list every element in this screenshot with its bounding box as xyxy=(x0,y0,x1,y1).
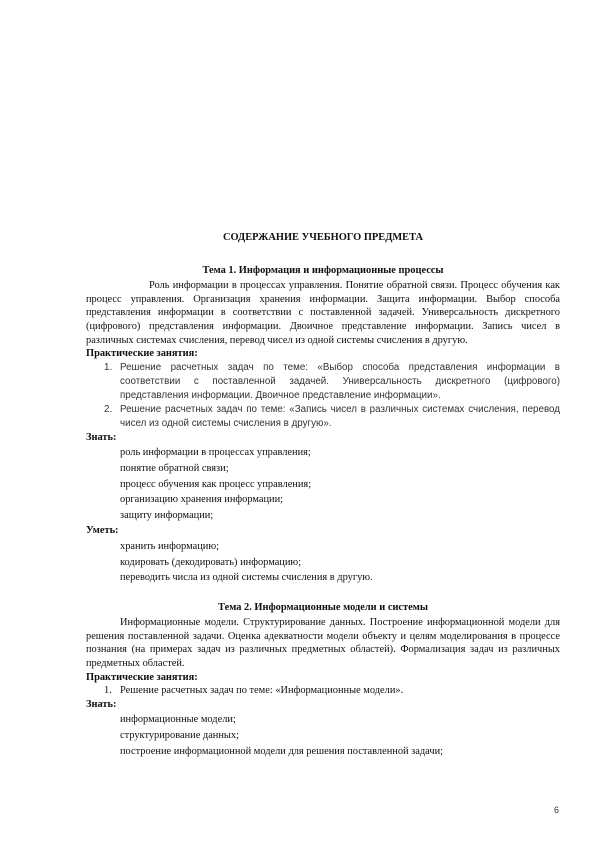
know-item: процесс обучения как процесс управления; xyxy=(120,478,312,490)
topic1-practice-list xyxy=(86,361,560,431)
topic1-text: Роль информации в процессах управления. Понятие обратной связи. Процесс обучения как процесс управления. Организация хранения информации. Защита информации. Выбор способа представления информации в соответствии с поставленной задачей. Универсальность дискретного (цифрового) представления информации. Двоичное представление информации. Запись чисел в различных системах счисления, перевод чисел из одной системы счисления в другую. xyxy=(86,280,560,346)
topic1-heading: Тема 1. Информация и информационные процессы xyxy=(202,264,444,276)
know-item: информационные модели; xyxy=(120,714,236,726)
page-title: СОДЕРЖАНИЕ УЧЕБНОГО ПРЕДМЕТА xyxy=(222,232,423,243)
practice-item xyxy=(86,403,560,431)
know-item: роль информации в процессах управления; xyxy=(120,447,311,459)
practice-item-number: 1. xyxy=(104,361,113,373)
page-number: 6 xyxy=(554,805,560,815)
topic2-know-label: Знать: xyxy=(86,698,117,710)
topic1-practice-label: Практические занятия: xyxy=(86,348,198,360)
page-content xyxy=(86,231,560,760)
practice-item-number: 2. xyxy=(104,403,113,415)
know-item: организацию хранения информации; xyxy=(120,494,284,506)
know-item: структурирование данных; xyxy=(120,730,239,742)
know-item: построение информационной модели для решения поставленной задачи; xyxy=(120,745,444,757)
topic2-text: Информационные модели. Структурирование данных. Построение информационной модели для решения поставленной задачи. Оценка адекватности модели объекту и целям моделирования в процессе познания (на примерах задач из различных предметных областей). Формализация задач из различных предметных областей. xyxy=(86,617,560,670)
can-item: хранить информацию; xyxy=(120,540,219,552)
topic2-practice-label: Практические занятия: xyxy=(86,671,198,683)
practice-item-text: Решение расчетных задач по теме: «Выбор способа представления информации в соответствии с поставленной задачей. Универсальность дискретного (цифрового) представления информации. Двоичное представление информации». xyxy=(120,361,560,401)
know-item: защиту информации; xyxy=(120,509,214,521)
topic2-practice-list xyxy=(86,684,560,698)
practice-item xyxy=(86,361,560,403)
topic1-can-list xyxy=(86,540,560,585)
topic2-heading: Тема 2. Информационные модели и системы xyxy=(218,601,428,613)
know-item: понятие обратной связи; xyxy=(120,462,229,474)
can-item: переводить числа из одной системы счисления в другую. xyxy=(120,572,373,584)
section-spacer xyxy=(86,587,560,601)
practice-item-number: 1. xyxy=(104,685,112,697)
can-item: кодировать (декодировать) информацию; xyxy=(120,556,302,568)
practice-item-text: Решение расчетных задач по теме: «Запись чисел в различных системах счисления, перевод чисел из одной системы счисления в другую». xyxy=(120,403,560,429)
topic1-can-label: Уметь: xyxy=(86,525,119,537)
practice-item-text: Решение расчетных задач по теме: «Информационные модели». xyxy=(120,685,404,697)
topic1-know-label: Знать: xyxy=(86,431,117,443)
topic1-know-list xyxy=(86,446,560,522)
practice-item xyxy=(86,684,560,698)
topic2-know-list xyxy=(86,713,560,758)
